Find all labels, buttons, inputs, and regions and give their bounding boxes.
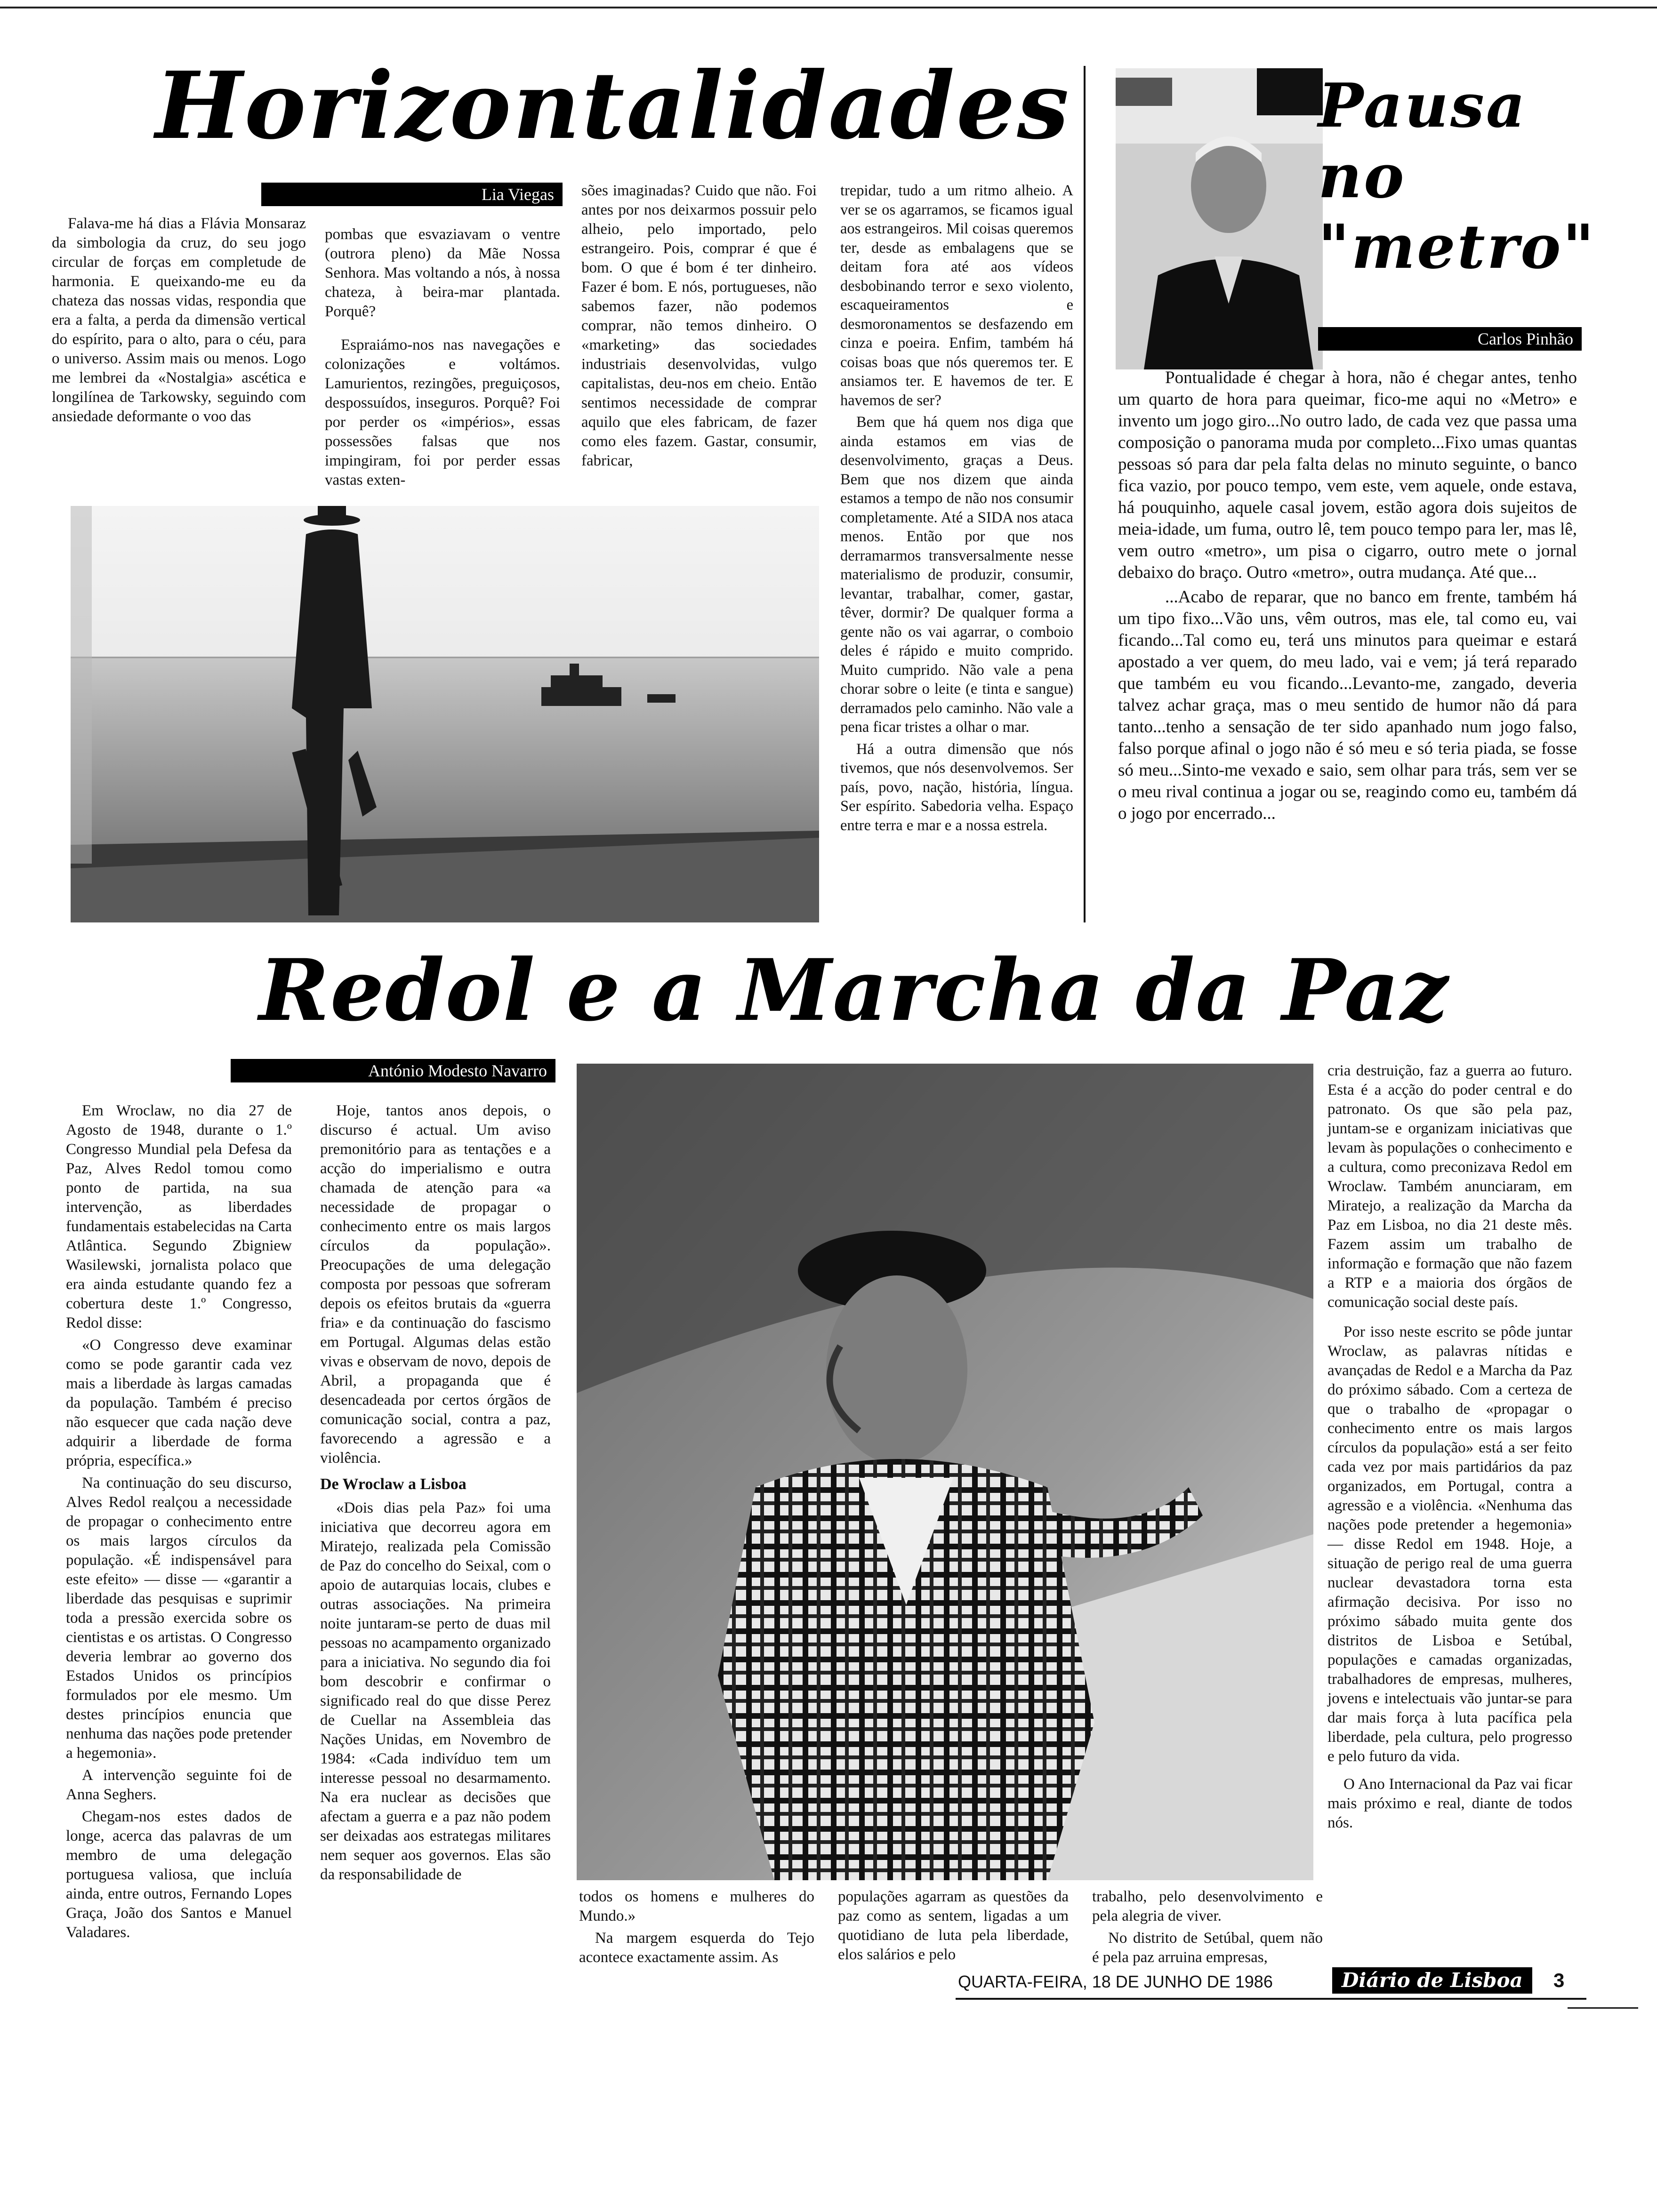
column-divider <box>1084 66 1086 922</box>
paragraph: populações agarram as questões da paz como as sentem, ligadas a um quotidiano de luta pela liberdade, elos salários e pelo <box>838 1888 1069 1963</box>
paragraph: todos os homens e mulheres do Mundo.» <box>579 1888 814 1924</box>
article2-column <box>1118 367 1577 827</box>
byline-antonio-modesto-navarro: António Modesto Navarro <box>231 1059 555 1082</box>
paragraph: O Ano Internacional da Paz vai ficar mais próximo e real, diante de todos nós. <box>1327 1776 1572 1831</box>
article3-under-photo-col-1 <box>579 1887 814 1970</box>
paragraph: Em Wroclaw, no dia 27 de Agosto de 1948, durante o 1.º Congresso Mundial pela Defesa da Paz, Alves Redol tomou como ponto de partida, na sua intervenção, as liberdades fundamentais estabelecidas na Carta Atlântica. Segundo Zbigniew Wasilewski, jornalista polaco que era ainda estudante quando fez a cobertura deste 1.º Congresso, Redol disse: <box>66 1102 292 1331</box>
paragraph: Pontualidade é chegar à hora, não é chegar antes, tenho um quarto de hora para queimar, fico-me aqui no «Metro» e invento um jogo giro...No outro lado, de cada vez que passa uma composição o panorama muda por completo...Fixo umas quantas pessoas só para dar pela falta delas no minuto seguinte, o banco fica vazio, por pouco tempo, vem este, vem aquele, onde estava, há pouquinho, aquele casal jovem, estão agora dois sujeitos de meia-idade, um fuma, outro lê, tem pouco tempo para ler, mas lê, vem outro «metro», um pisa o cigarro, outro mete o jornal debaixo do braço. Outro «metro», outra mudança. Até que... <box>1118 368 1577 582</box>
photo-carlos-pinhao <box>1116 68 1323 369</box>
author-portrait <box>1116 68 1323 369</box>
paragraph: «O Congresso deve examinar como se pode garantir cada vez mais a liberdade às largas camadas da população. Também é preciso não esquecer que cada nação deve adquirir a liberdade de forma própria, específica.» <box>66 1337 292 1469</box>
paragraph: trepidar, tudo a um ritmo alheio. A ver se os agarramos, se ficamos igual aos estrangeiros. Mil coisas queremos ter, desde as embalagens que se deitam fora até aos vídeos desbobinando terror e sexo violento, escaqueiramentos e desmoronamentos se desfazendo em cinza e poeira. Enfim, também há coisas boas que nós queremos ter. E ansiamos ter. E havemos de ter. E havemos de ser? <box>840 182 1073 409</box>
paragraph: «Dois dias pela Paz» foi uma iniciativa que decorreu agora em Miratejo, realizada pela Comissão de Paz do concelho do Seixal, com o apoio de autarquias locais, clubes e outras associações. Na primeira noite juntaram-se perto de duas mil pessoas no acampamento organizado para a iniciativa. No segundo dia foi bom descobrir e confirmar o significado real do que disse Perez de Cuellar na Assembleia das Nações Unidas, em Novembro de 1984: «Cada indivíduo tem um interesse pessoal no desarmamento. Na era nuclear as decisões que afectam a guerra e a paz não podem ser deixadas aos estrategas militares nem sequer aos governos. Elas são da responsabilidade de <box>320 1499 551 1883</box>
byline-carlos-pinhao: Carlos Pinhão <box>1318 327 1582 351</box>
article3-under-photo-col-2 <box>838 1887 1069 1967</box>
page-number: 3 <box>1553 1969 1565 1991</box>
issue-date: QUARTA-FEIRA, 18 DE JUNHO DE 1986 <box>958 1972 1273 1991</box>
article1-column-1 <box>52 214 306 429</box>
title-line: Pausa <box>1318 71 1527 141</box>
article1-column-3 <box>581 181 817 473</box>
paragraph: Por isso neste escrito se pôde juntar Wroclaw, as palavras nítidas e avançadas de Redol e a Marcha da Paz do próximo sábado. Com a certeza de que o trabalho de «propagar o conhecimento entre os mais largos círculos da população» está a ser feito cada vez por mais partidários da paz organizados, em Portugal, contra a agressão e a violência. «Nenhuma das nações pode pretender a hegemonia» — disse Redol em 1948. Hoje, a situação de perigo real de uma guerra nuclear devastadora torna esta afirmação decisiva. Por isso no próximo sábado muita gente dos distritos de Lisboa e Setúbal, populações e camadas organizadas, trabalhadores de empresas, mulheres, jovens e intelectuais vão juntar-se para dar mais força à luta pacífica pela liberdade, pela cultura, pelo progresso e pelo futuro da vida. <box>1327 1323 1572 1765</box>
paragraph: cria destruição, faz a guerra ao futuro. Esta é a acção do poder central e do patronato. Os que são pela paz, juntam-se e organizam iniciativas que levam às populações o conhecimento e a cultura, como preconizava Redol em Wroclaw. Também anunciaram, em Miratejo, a realização da Marcha da Paz em Lisboa, no dia 21 deste mês. Fazem assim um trabalho de informação e formação que não fazem a RTP e a maioria dos órgãos de comunicação social deste país. <box>1327 1062 1572 1311</box>
paragraph: Espraiámo-nos nas navegações e colonizações e voltámos. Lamurientos, rezingões, preguiçosos, despossuídos, inseguros. Porquê? Foi por perder os «impérios», essas possessões falsas que nos impingiram, foi por perder essas vastas exten- <box>325 337 560 489</box>
photo-man-by-river-image <box>71 506 819 922</box>
article3-column-2 <box>320 1101 551 1887</box>
top-rule <box>0 7 1657 8</box>
paragraph: Hoje, tantos anos depois, o discurso é actual. Um aviso premonitório para as tentações e a acção do imperialismo e outra chamada de atenção para «a necessidade de propagar o conhecimento entre os mais largos círculos da população». Preocupações de uma delegação composta por pessoas que sofreram depois os efeitos brutais da «guerra fria» e da continuação do fascismo em Portugal. Algumas delas estão vivas e observam de novo, depois de Abril, a propaganda que é desencadeada por certos órgãos de comunicação social, contra a paz, favorecendo a agressão e a violência. <box>320 1102 551 1467</box>
paragraph: No distrito de Setúbal, quem não é pela paz arruina empresas, <box>1092 1930 1323 1966</box>
subheading-de-wroclaw-a-lisboa: De Wroclaw a Lisboa <box>320 1475 467 1493</box>
paragraph: pombas que esvaziavam o ventre (outrora pleno) da Mãe Nossa Senhora. Mas voltando a nós, à nossa chateza, à beira-mar plantada. Porquê? <box>325 226 560 320</box>
paragraph: sões imaginadas? Cuido que não. Foi antes por nos deixarmos possuir pelo alheio, pelo importado, pelo estrangeiro. Pois, comprar é que é bom. O que é bom é ter dinheiro. Fazer é bom. E nós, portugueses, não sabemos fazer, não podemos comprar, não temos dinheiro. O «marketing» das sociedades industriais desenvolvidas, vulgo capitalistas, deu-nos em cheio. Então sentimos necessidade de comprar aquilo que eles fabricam, de fazer como eles fazem. Gastar, consumir, fabricar, <box>581 182 817 469</box>
paragraph: Na margem esquerda do Tejo acontece exactamente assim. As <box>579 1930 814 1966</box>
paragraph: Chegam-nos estes dados de longe, acerca das palavras de um membro de uma delegação portuguesa valiosa, que incluía ainda, entre outros, Fernando Lopes Graça, João dos Santos e Manuel Valadares. <box>66 1808 292 1941</box>
article1-column-2 <box>325 225 560 493</box>
masthead-logo: Diário de Lisboa <box>1332 1967 1532 1994</box>
article3-under-photo-col-3 <box>1092 1887 1323 1970</box>
byline-lia-viegas: Lia Viegas <box>261 183 563 206</box>
paragraph: Bem que há quem nos diga que ainda estamos em vias de desenvolvimento, graças a Deus. Bem que nos dizem que ainda estamos a tempo de não nos consumir completamente. Até a SIDA nos ataca menos. Então por que nos derramarmos transversalmente nesse materialismo de produzir, consumir, levantar, trabalhar, comer, gastar, têver, dormir? De qualquer forma a gente não os vai agarrar, o comboio deles é rápido e muito comprido. Muito cumprido. Não vale a pena chorar sobre o leite (e tinta e sangue) derramados pelo caminho. Não vale a pena ficar tristes a olhar o mar. <box>840 414 1073 736</box>
article1-column-4 <box>840 181 1073 838</box>
paragraph: Há a outra dimensão que nós tivemos, que nós desenvolvemos. Ser país, povo, nação, história, língua. Ser espírito. Sabedoria velha. Espaço entre terra e mar e a nossa estrela. <box>840 740 1073 834</box>
title-line: no <box>1318 141 1406 212</box>
footer-rule <box>956 1998 1586 2000</box>
article-title-pausa-no-metro <box>1318 71 1596 282</box>
paragraph: A intervenção seguinte foi de Anna Seghers. <box>66 1767 292 1803</box>
paragraph: trabalho, pelo desenvolvimento e pela alegria de viver. <box>1092 1888 1323 1924</box>
photo-man-by-river <box>71 506 819 922</box>
article-title-horizontalidades: Horizontalidades <box>155 52 1071 160</box>
photo-alves-redol-image <box>577 1064 1313 1880</box>
paragraph: Falava-me há dias a Flávia Monsaraz da simbologia da cruz, do seu jogo circular de forças em completude de harmonia. E queixando-me eu da chateza das nossas vidas, respondia que era a falta, a perda da dimensão vertical do espírito, para o alto, para o céu, para o universo. Assim mais ou menos. Logo me lembrei da «Nostalgia» ascética e longilínea de Tarkowsky, seguindo com ansiedade deformante o voo das <box>52 215 306 425</box>
article-title-redol: Redol e a Marcha da Paz <box>259 941 1449 1040</box>
article3-column-4 <box>1327 1061 1572 1835</box>
article3-column-1 <box>66 1101 292 1945</box>
photo-alves-redol <box>577 1064 1313 1880</box>
title-line: "metro" <box>1318 212 1596 282</box>
footer-rule-right <box>1568 2007 1638 2009</box>
paragraph: ...Acabo de reparar, que no banco em frente, também há um tipo fixo...Vão uns, vêm outros, mas ele, tal como eu, vai ficando...Tal como eu, terá uns minutos para queimar e estará apostado a ver quem, do meu lado, vai e vem; já terá reparado que também eu vou ficando...Levanto-me, zangado, deveria talvez achar graça, mas o meu sentido de humor não dá para tanto...tenho a sensação de ter sido apanhado num jogo falso, falso porque afinal o jogo não é só meu e só teria piada, se fosse só meu...Sinto-me vexado e saio, sem olhar para trás, sem ver se o meu rival continua a jogar ou se, reagindo como eu, também dá o jogo por encerrado... <box>1118 587 1577 823</box>
paragraph: Na continuação do seu discurso, Alves Redol realçou a necessidade de propagar o conhecimento entre os mais largos círculos da população. «É indispensável para este efeito» — disse — «garantir a liberdade das pesquisas e suprimir toda a pressão exercida sobre os cientistas e os artistas. O Congresso deveria lembrar ao governo dos Estados Unidos os princípios formulados por ele mesmo. Um destes princípios enuncia que nenhuma das nações pode pretender a hegemonia». <box>66 1475 292 1762</box>
